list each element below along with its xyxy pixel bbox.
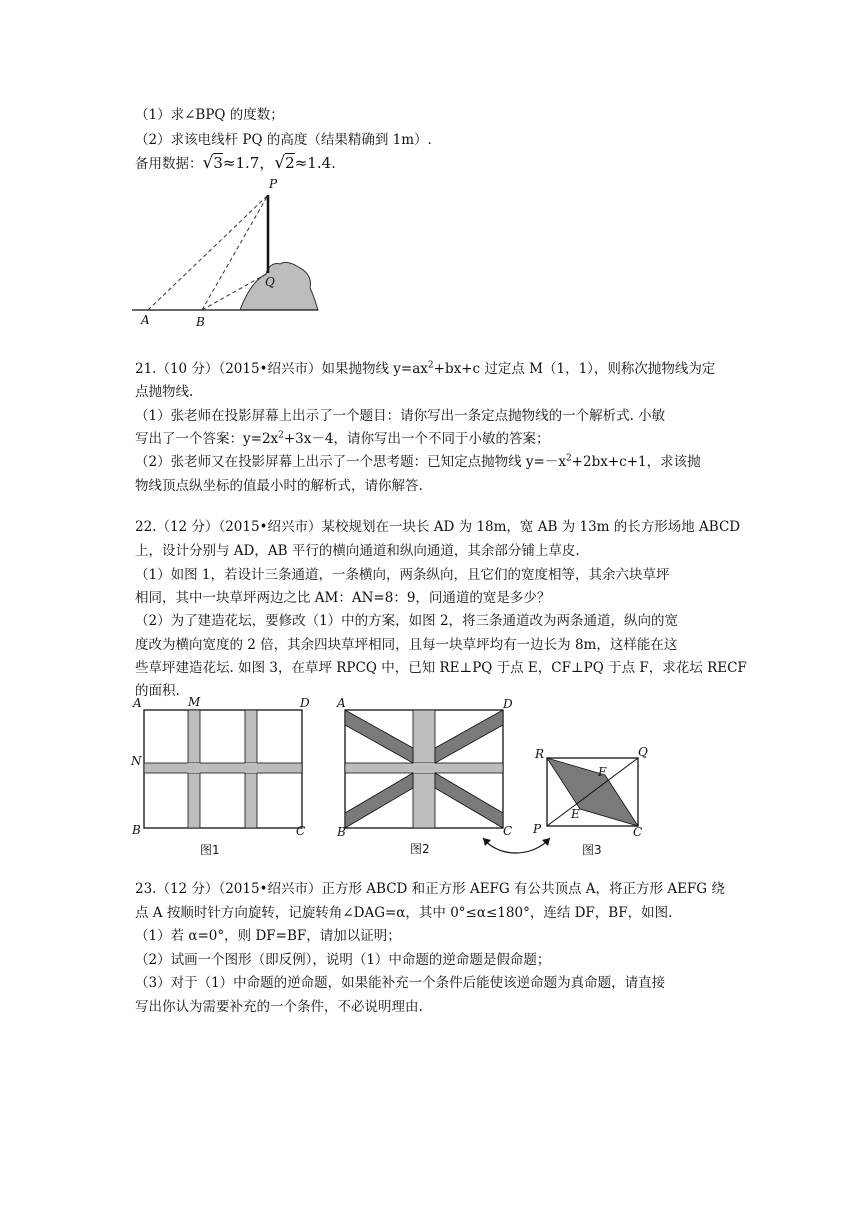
- label-b: B: [196, 315, 205, 329]
- q22-line6: 度改为横向宽度的 2 倍，其余四块草坪相同，且每一块草坪均有一边长为 8m，这样能在这: [135, 637, 678, 653]
- utility-pole-figure: [128, 176, 328, 331]
- q21-line6: 物线顶点纵坐标的值最小时的解析式，请你解答.: [135, 478, 423, 494]
- label-e: E: [571, 807, 580, 821]
- q22-line2: 上，设计分别与 AD，AB 平行的横向通道和纵向通道，其余部分铺上草皮.: [135, 543, 580, 559]
- hill-shape: [240, 262, 318, 310]
- caption-fig1: 图1: [200, 843, 220, 857]
- label-a: A: [133, 696, 142, 710]
- sqrt2-radicand: 2: [285, 154, 295, 172]
- label-a: A: [337, 696, 346, 710]
- sqrt3-radicand: 3: [213, 154, 223, 172]
- q21-line1-sup: 2: [427, 360, 434, 371]
- label-b: B: [132, 823, 141, 837]
- label-p: P: [533, 822, 542, 836]
- q20-part1: （1）求∠BPQ 的度数；: [135, 107, 284, 123]
- label-q: Q: [638, 745, 648, 759]
- q21-line5: [135, 453, 701, 471]
- q23-line2: 点 A 按顺时针方向旋转，记旋转角∠DAG=α，其中 0°≤α≤180°，连结 DF，BF，如图.: [135, 905, 673, 921]
- q21-line5-a: （2）张老师又在投影屏幕上出示了一个思考题：已知定点抛物线 y=－x: [135, 454, 566, 470]
- q21-line4-sup: 2: [278, 430, 284, 441]
- q22-line8: 的面积.: [135, 683, 180, 699]
- label-m: M: [188, 695, 201, 709]
- q21-line4-a: 写出了一个答案：y=2x: [135, 431, 279, 447]
- q22-line7: 些草坪建造花坛. 如图 3，在草坪 RPCQ 中，已知 RE⊥PQ 于点 E，CF⊥PQ 于点 F，求花坛 RECF: [135, 660, 747, 676]
- q23-line5: （3）对于（1）中命题的逆命题，如果能补充一个条件后能使该逆命题为真命题，请直接: [135, 975, 666, 991]
- label-c: C: [296, 824, 306, 838]
- label-c: C: [503, 824, 513, 838]
- label-d: D: [300, 696, 310, 710]
- horizontal-path: [144, 763, 302, 773]
- sqrt-symbol: √: [274, 153, 286, 173]
- q23-line4: （2）试画一个图形（即反例），说明（1）中命题的逆命题是假命题；: [135, 952, 551, 968]
- q21-line1-b: +bx+c 过定点 M（1，1），则称次抛物线为定: [433, 361, 716, 377]
- q21-line3: （1）张老师在投影屏幕上出示了一个题目：请你写出一条定点抛物线的一个解析式. 小敏: [135, 408, 666, 424]
- q22-line3: （1）如图 1，若设计三条通道，一条横向，两条纵向，且它们的宽度相等，其余六块草坪: [135, 567, 670, 583]
- sqrt3-approx: ≈1.7，: [222, 154, 275, 172]
- backup-prefix: 备用数据：: [135, 156, 203, 172]
- label-d: D: [503, 697, 513, 711]
- q23-line3: （1）若 α=0°，则 DF=BF，请加以证明；: [135, 928, 401, 944]
- q22-line5: （2）为了建造花坛，要修改（1）中的方案，如图 2，将三条通道改为两条通道，纵向的宽: [135, 613, 679, 629]
- label-c: C: [633, 825, 643, 839]
- label-r: R: [535, 747, 545, 761]
- q21-line5-b: +2bx+c+1，求该抛: [571, 454, 701, 470]
- q21-line5-sup: 2: [565, 453, 572, 464]
- q22-line4: 相同，其中一块草坪两边之比 AM：AN=8：9，问通道的宽是多少？: [135, 590, 551, 606]
- q22-line1: 22.（12 分）（2015•绍兴市）某校规划在一块长 AD 为 18m，宽 AB 为 13m 的长方形场地 ABCD: [135, 519, 741, 535]
- figure-3: [530, 740, 655, 860]
- caption-fig3: 图3: [582, 843, 602, 857]
- sqrt-symbol: √: [202, 153, 214, 173]
- q23-line6: 写出你认为需要补充的一个条件，不必说明理由.: [135, 999, 423, 1015]
- label-a: A: [141, 313, 150, 327]
- q21-line4: [135, 430, 549, 448]
- q21-line2: 点抛物线.: [135, 384, 194, 400]
- label-f: F: [598, 765, 607, 779]
- q21-line1-a: 21.（10 分）（2015•绍兴市）如果抛物线 y=ax: [135, 361, 428, 377]
- q23-line1: 23.（12 分）（2015•绍兴市）正方形 ABCD 和正方形 AEFG 有公共顶点 A，将正方形 AEFG 绕: [135, 881, 725, 897]
- label-b: B: [337, 825, 346, 839]
- label-q: Q: [265, 275, 275, 289]
- sqrt2-approx: ≈1.4.: [294, 154, 336, 172]
- q21-line4-b: +3x－4，请你写出一个不同于小敏的答案；: [283, 431, 550, 447]
- figure-1: [128, 693, 318, 861]
- q20-backup-data: [135, 154, 336, 173]
- q21-line1: [135, 360, 715, 378]
- q20-part2: （2）求该电线杆 PQ 的高度（结果精确到 1m）.: [135, 132, 432, 148]
- label-n: N: [131, 754, 142, 768]
- caption-fig2: 图2: [410, 842, 430, 856]
- label-p: P: [269, 177, 278, 191]
